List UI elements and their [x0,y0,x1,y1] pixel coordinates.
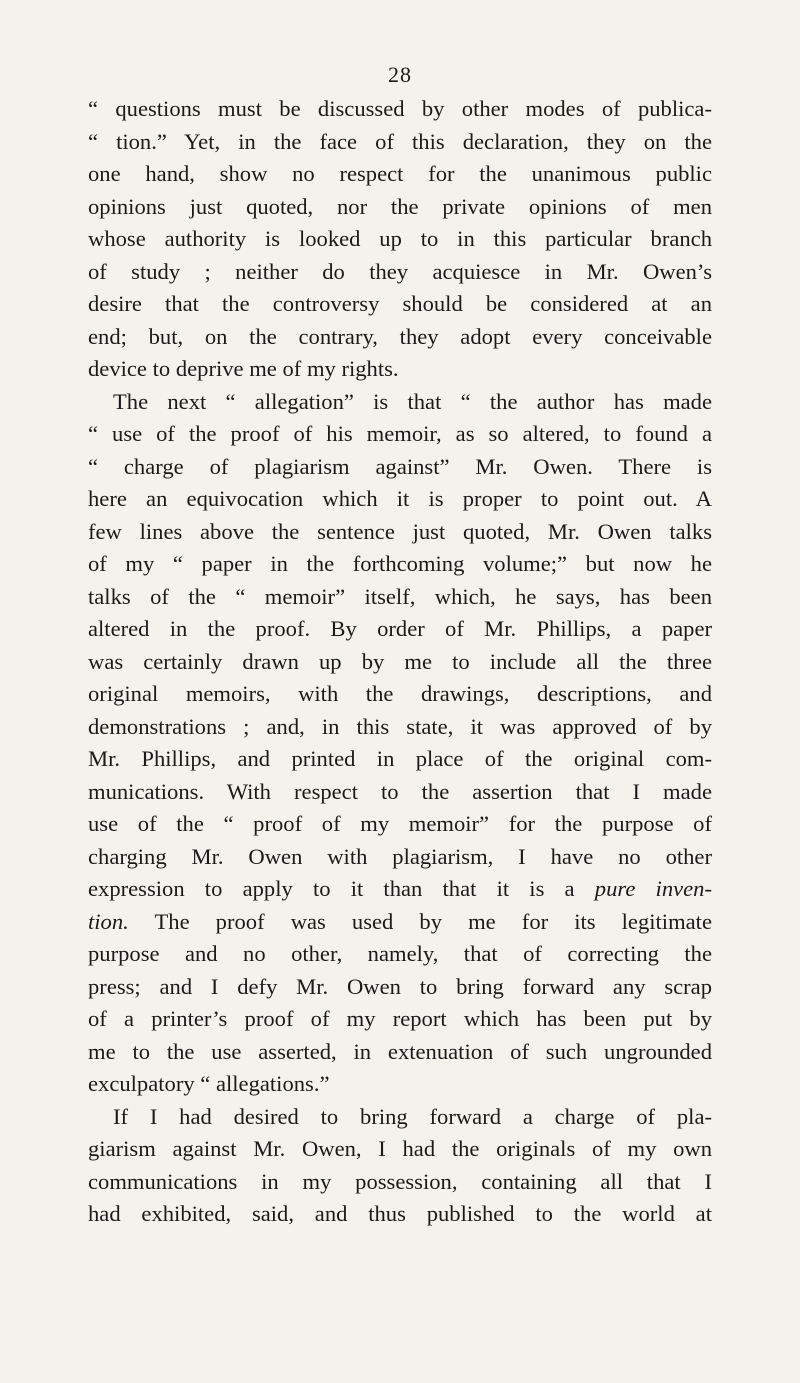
text-line [88,873,712,906]
text-line: device to deprive me of my rights. [88,356,399,381]
text-line: opinions just quoted, nor the private opinions of men [88,193,712,219]
text-line: “ charge of plagiarism against” Mr. Owen. There is [88,453,712,479]
text-line: charging Mr. Owen with plagiarism, I have no other [88,843,712,869]
text-line: few lines above the sentence just quoted, Mr. Owen talks [88,518,712,544]
body-text [88,93,712,1231]
text-line: was certainly drawn up by me to include all the three [88,648,712,674]
text-line: altered in the proof. By order of Mr. Phillips, a paper [88,616,712,641]
text-line: one hand, show no respect for the unanimous public [88,161,712,186]
text-line: had exhibited, said, and thus published to the world at [88,1201,712,1226]
text-line: purpose and no other, namely, that of correcting the [88,941,712,966]
italic-text: pure inven- [594,876,712,901]
text-line: “ use of the proof of his memoir, as so altered, to found a [88,421,712,446]
text-line [88,906,712,939]
text-line-segment: expression to apply to it than that it is a [88,876,595,901]
text-line: communications in my possession, containing all that I [88,1168,712,1194]
italic-text: tion. [88,908,129,934]
text-line: whose authority is looked up to in this particular branch [88,226,712,251]
text-line: talks of the “ memoir” itself, which, he says, has been [88,583,712,609]
text-line: exculpatory “ allegations.” [88,1071,330,1096]
text-line: “ tion.” Yet, in the face of this declaration, they on the [88,128,712,154]
text-line: of study ; neither do they acquiesce in Mr. Owen’s [88,258,712,284]
text-line: demonstrations ; and, in this state, it was approved of by [88,713,712,739]
page-number: 28 [388,62,412,87]
text-line: here an equivocation which it is proper to point out. A [88,486,712,511]
text-line: original memoirs, with the drawings, descriptions, and [88,681,712,706]
text-line: desire that the controversy should be considered at an [88,291,712,316]
text-line: munications. With respect to the assertion that I made [88,778,712,804]
text-line: Mr. Phillips, and printed in place of the original com- [88,746,712,771]
text-line-segment: The proof was used by me for its legitimate [128,908,712,934]
text-line: use of the “ proof of my memoir” for the purpose of [88,811,712,836]
text-line: giarism against Mr. Owen, I had the originals of my own [88,1136,712,1161]
text-line: The next “ allegation” is that “ the author has made [113,388,712,414]
text-line: “ questions must be discussed by other modes of publica- [88,96,712,121]
text-line: of a printer’s proof of my report which has been put by [88,1006,712,1031]
text-line: If I had desired to bring forward a charge of pla- [113,1103,712,1129]
text-line: me to the use asserted, in extenuation of such ungrounded [88,1038,712,1064]
text-line: of my “ paper in the forthcoming volume;” but now he [88,551,712,576]
text-line: end; but, on the contrary, they adopt every conceivable [88,323,712,349]
text-line: press; and I defy Mr. Owen to bring forward any scrap [88,973,712,999]
